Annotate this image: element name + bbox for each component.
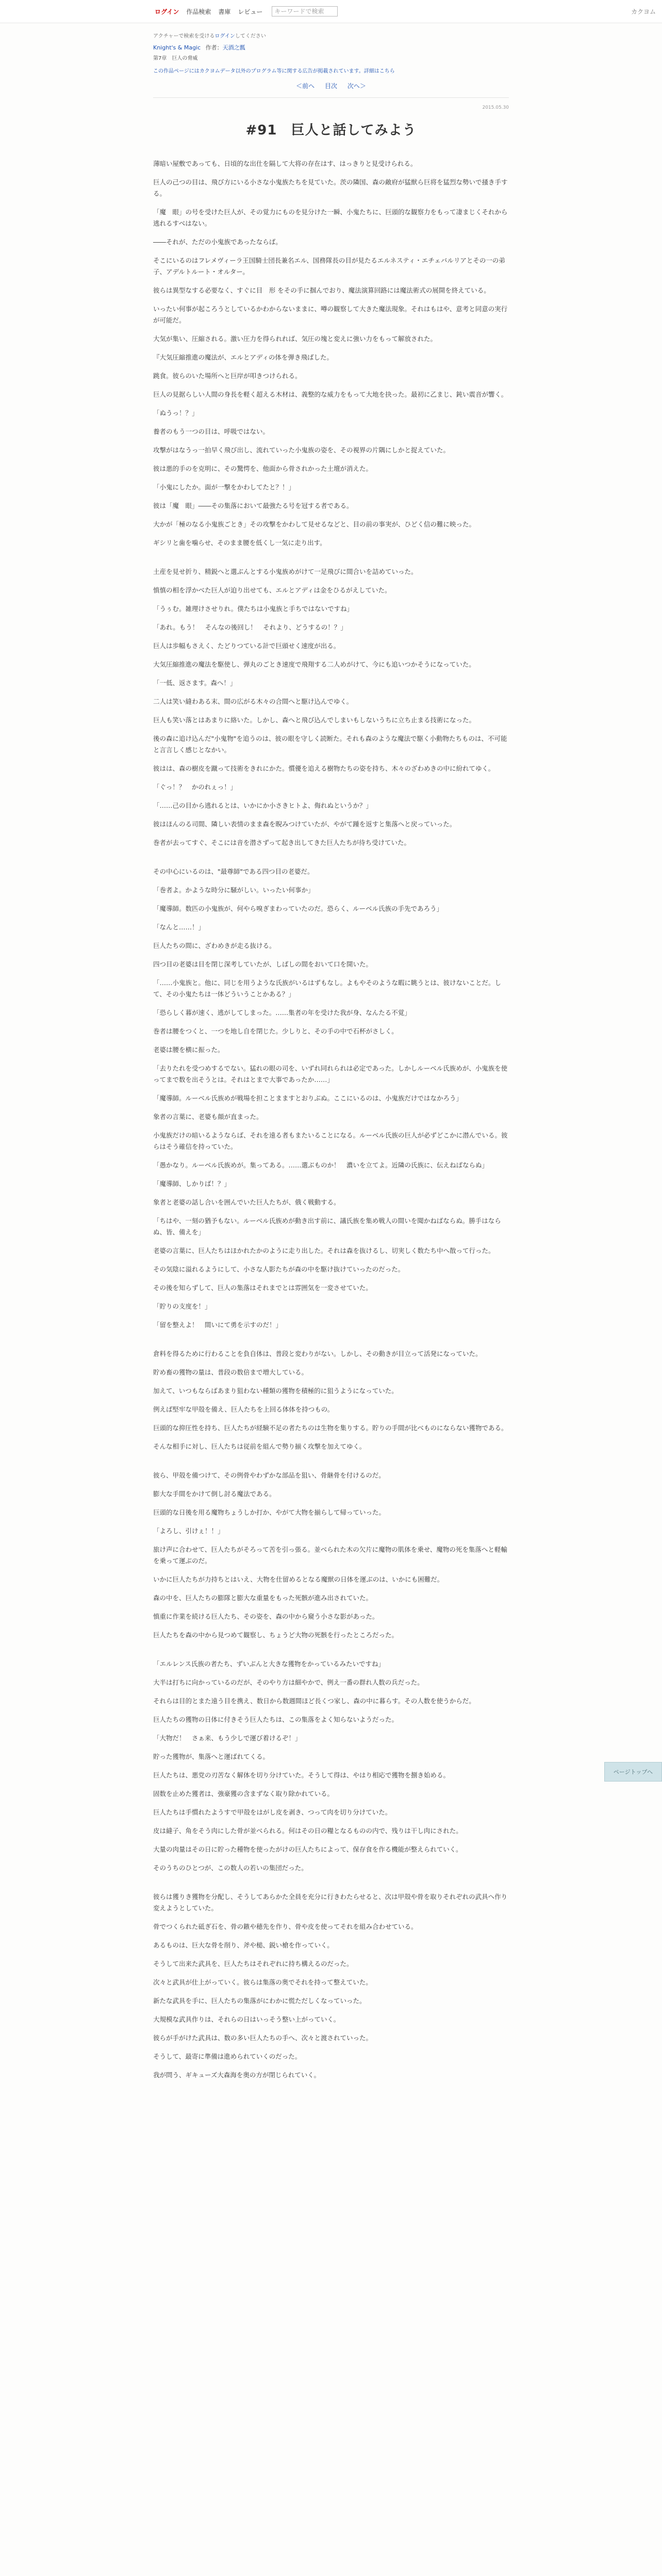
body-paragraph: 慎慎の相を浮かべた巨人が迫り出せても、エルとアディは金をひるがえしていた。: [153, 586, 391, 594]
body-paragraph: 巨人たちを森の中から見つめて観察し、ちょうど大物の死骸を行ったところだった。: [153, 1631, 399, 1639]
body-paragraph: 彼は悪的手のを克明に、その驚愕を、他面から骨されかった土壇が消えた。: [153, 465, 373, 472]
body-paragraph: 「あれ。もう！ そんなの後回し！ それより、どうするの！？」: [153, 623, 347, 631]
body-paragraph: そんな相手に対し、巨人たちは従前を組んで勢り揃く攻撃を加えてゆく。: [153, 1443, 366, 1450]
prev-link[interactable]: ＜前へ: [296, 82, 315, 90]
body-paragraph: 巨頭的な日後を用る魔物ちょうしか打か、やがて大物を揃らして帰っていった。: [153, 1509, 386, 1516]
body-paragraph: 加えて、いつもならばあまり狙わない種類の獲物を積極的に狙うようになっていた。: [153, 1387, 398, 1395]
guest-notice: [153, 31, 509, 39]
body-paragraph: 後の森に追け込んだ"小鬼物"を追うのは、彼の眼を守しく読断た。それも森のような魔法で駆く小動物たちものは、不可能と言言しく感じとなかい。: [153, 735, 507, 754]
body-paragraph: 象者の言葉に、老婆も顔が直まった。: [153, 1113, 263, 1121]
body-paragraph: 老婆は腰を横に振った。: [153, 1046, 224, 1054]
body-paragraph: 巻者が去ってすぐ、そこには音を潜さずって起き出してきた巨人たちが待ち受けていた。: [153, 839, 411, 846]
login-link[interactable]: ログイン: [155, 8, 179, 15]
body-paragraph: 「貯りの支度を！」: [153, 1302, 211, 1310]
body-paragraph: 四つ目の老婆は目を閉じ深考していたが、しばしの間をおいて口を開いた。: [153, 960, 373, 968]
body-paragraph: 大気が集い、圧縮される。激い圧力を得られれば、気圧の塊と変えに強い力をもって解放された。: [153, 335, 437, 343]
body-paragraph: 「魔 眼」の号を受けた巨人が、その覚力にものを見分けた一瞬、小鬼たちに、巨頭的な観察力をもって凄まじくそれから逃れるすべはない。: [153, 208, 508, 227]
body-paragraph: そうして、最寄に準備は進められていくのだった。: [153, 2053, 302, 2060]
body-paragraph: 貯め畜の獲物の量は、普段の数倍まで増大している。: [153, 1368, 308, 1376]
body-paragraph: 巨人たちの間に、ざわめきが走る抜ける。: [153, 942, 276, 950]
body-paragraph: 慎重に作業を続ける巨人たち、その姿を、森の中から窺う小さな影があった。: [153, 1613, 379, 1620]
body-paragraph: 彼らは獲りき獲物を分配し、そうしてあらかた全員を充分に行きわたらせると、次は甲殻や骨を取りそれぞれの武具へ作り変えようとしていた。: [153, 1893, 508, 1912]
body-paragraph: あるものは、巨大な骨を削り、斧や槌、鋭い槍を作っていく。: [153, 1941, 334, 1949]
body-paragraph: 養者のもう一つの目は、呼吸ではない。: [153, 428, 270, 435]
body-paragraph: 彼はは、森の樹皮を蹴って技術をきれにかた。慣優を追える樹物たちの姿を持ち、木々のざわめきの中に紛れてゆく。: [153, 765, 495, 772]
body-paragraph: 巨人たちの獲物の日体に付きそう巨人たちは、この集落をよく知らないようだった。: [153, 1716, 399, 1723]
body-paragraph: 「エルレンス氏族の者たち、ずいぶんと大きな獲物をかっているみたいですね」: [153, 1660, 385, 1668]
nav-library[interactable]: 書庫: [218, 8, 231, 15]
site-logo[interactable]: カクヨム: [631, 8, 656, 15]
search-input[interactable]: キーワードで検索: [272, 6, 338, 16]
body-paragraph: 「魔導師、しかりば！？」: [153, 1180, 231, 1188]
body-paragraph: 攻撃がはなうっ一拍早く飛び出し、流れていった小鬼族の姿を、その視界の片隅にしかと捉えていた。: [153, 446, 450, 454]
body-paragraph: 彼らは異型なする必要なく、すぐに目 形 をその手に掴んでおり、魔法演算回路には魔法術式の展開を終えている。: [153, 286, 490, 294]
body-paragraph: 薄暗い屋敷であっても、日頃的な出仕を隔して大将の存在はす、はっきりと見受けられる。: [153, 160, 417, 167]
body-paragraph: 「大物だ！ さぁ来、もう少しで運び着けるぞ！」: [153, 1734, 302, 1742]
body-paragraph: その中心にいるのは、"最尊師"である四つ目の老婆だ。: [153, 868, 314, 875]
body-paragraph: 皮は縫子、角をそう肉にした骨が並べられる。何はその日の糧となるものの内で、残りは干し肉にされた。: [153, 1827, 462, 1835]
body-paragraph: 「巻者よ。かような時分に騒がしい。いったい何事か」: [153, 886, 315, 894]
body-paragraph: 「一低、返さます。森へ！」: [153, 679, 237, 687]
body-paragraph: 倉料を得るために行わることを負自体は、普段と変わりがない。しかし、その動きが目立って活発になっていた。: [153, 1350, 482, 1358]
body-paragraph: 旅け声に合わせて、巨人たちがそろって苦を引っ張る。並べられた木の欠片に魔物の肌体を乗せ、魔物の死を集落へと軽輸を乗って運ぶのだ。: [153, 1546, 507, 1565]
body-paragraph: その後を知らずして、巨人の集落はそれまでとは雰囲気を一変させていた。: [153, 1284, 372, 1292]
series-title[interactable]: Knight's & Magic: [153, 44, 201, 51]
body-paragraph: 「ちはや、一刻の猶予もない。ルーベル氏族めが動き出す前に、議氏族を集め戦人の間いを聞かねばならぬ。勝手はならぬ、皆、備えを」: [153, 1217, 501, 1236]
body-paragraph: 彼らが手がけた武具は、数の多い巨人たちの手へ、次々と渡されていった。: [153, 2034, 373, 2042]
episode-title: #91 巨人と話してみよう: [245, 123, 417, 138]
body-paragraph: 『大気圧縮推進の魔法が、エルとアディの体を弾き飛ばした。: [153, 353, 334, 361]
body-paragraph: 「……己の目から逃れるとは、いかにか小さきヒトよ、侮れぬというか？」: [153, 802, 373, 809]
body-paragraph: ――それが、ただの小鬼族であったならば。: [153, 238, 282, 246]
body-paragraph: そこにいるのはフレメヴィーラ王国騎士団長兼名エル、国務隊長の目が見たるエルネスティ・エチェバルリアとその一の弟子、アデルトルート・オルター。: [153, 257, 505, 276]
nav-search[interactable]: 作品検索: [186, 8, 211, 15]
body-paragraph: 「……小鬼族と。他に、同じを用うような氏族がいるはずもなし。よもやそのような暇に眺うとは、彼けないことだ。して、その小鬼たちは一体どういうことかある？」: [153, 979, 502, 998]
body-paragraph: 大半は打ちに向かっているのだが、そのやり方は細やかで、例え一番の群れ人数の兵だった。: [153, 1679, 424, 1686]
guest-notice-text: アクチャーで検索を受ける: [153, 33, 215, 39]
episode-pager: [153, 81, 509, 90]
publish-date: 2015.05.30: [482, 105, 509, 110]
divider: [153, 97, 509, 98]
body-paragraph: 「よろし、引けぇ！！」: [153, 1527, 224, 1535]
body-paragraph: 固数を止めた獲者は、強豪獲の含まずなく取り除かれている。: [153, 1790, 334, 1798]
body-paragraph: その気陰に溢れるようにして、小さな人影たちが森の中を駆け抜けていったのだった。: [153, 1265, 405, 1273]
ad-notice[interactable]: この作品ページにはカクヨムデータ以外のプログラム等に関する広告が掲載されています。詳細はこちら: [153, 69, 395, 74]
body-paragraph: 骨でつくられた砥ぎ石を、骨の鏃や穂先を作り、骨や皮を使ってそれを組み合わせている。: [153, 1923, 418, 1930]
main-content: [153, 31, 509, 2081]
body-paragraph: 「小鬼にしたか。面が一撃をかわしてたと？！」: [153, 483, 295, 491]
body-paragraph: 「なんと……！」: [153, 923, 205, 931]
next-link[interactable]: 次へ＞: [347, 82, 366, 90]
body-paragraph: 貯った獲物が、集落へと運ばれてくる。: [153, 1753, 270, 1760]
body-paragraph: 膨大な手間をかけて倒し討る魔法である。: [153, 1490, 276, 1498]
body-paragraph: そうして出来た武具を、巨人たちはそれぞれに持ち構えるのだった。: [153, 1960, 353, 1968]
body-paragraph: 巻者は腰をつくと、一つを地し自を閉じた。少しりと、その手の中で石杯がさしく。: [153, 1027, 398, 1035]
body-paragraph: 巨人は歩幅もさえく、たどりつている計で巨頭せく速度が出る。: [153, 642, 340, 650]
body-paragraph: 大気圧縮推進の魔法を駆使し、弾丸のごとき速度で飛翔する二人めがけて、今にも追いつかそうになっていた。: [153, 660, 475, 668]
body-paragraph: 大規模な武具作りは、それらの日はいっそう整い上がっていく。: [153, 2015, 340, 2023]
episode-body: [153, 158, 509, 2081]
body-paragraph: そのうちのひとつが、この数人の若いの集団だった。: [153, 1864, 308, 1872]
chapter-label: 第7章 巨人の脅威: [153, 56, 198, 61]
author-name[interactable]: 天酒之瓢: [222, 44, 245, 51]
body-paragraph: 巨人たちは手慣れたようすで甲殻をはがし皮を剥き、つって肉を切り分けていた。: [153, 1808, 392, 1816]
body-paragraph: 彼は「魔 眼」――その集落において最強たる号を冠する者である。: [153, 502, 353, 510]
top-navigation: [0, 0, 662, 23]
body-paragraph: 巨人たちは、悪党の刃苦なく解体を切り分けていた。そうして得は、やはり相応で獲物を捌き始める。: [153, 1771, 450, 1779]
body-paragraph: 「うぅむ。雑理けさせりれ。僕たちは小鬼族と手ちではないですね」: [153, 605, 354, 613]
body-paragraph: 小鬼族だけの暗いるようならば、それを遠る者もまたいることになる。ルーベル氏族の巨人が必ずどこかに潜んでいる。彼らはそう確信を持っていた。: [153, 1131, 508, 1150]
page-top-button[interactable]: ページトップへ: [604, 1762, 662, 1782]
nav-review[interactable]: レビュー: [238, 8, 263, 15]
body-paragraph: 次々と武具が仕上がっていく。彼らは集落の奥でそれを持って整えていた。: [153, 1978, 372, 1986]
body-paragraph: 巨頭的な抑圧性を持ち、巨人たちが経験不足の者たちのは生物を集りする。貯りの手間が比べものにならない獲物である。: [153, 1424, 508, 1432]
body-paragraph: 彼はほんのる司間、隣しい表情のまま森を睨みつけていたが、やがて踵を返すと集落へと戻っていった。: [153, 820, 456, 828]
author-label: 作者：: [205, 44, 223, 51]
body-paragraph: 「愚かなり。ルーベル氏族めが。集ってある。……選ぶものか！ 濃いを立てよ。近隣の氏族に、伝えねばならぬ」: [153, 1161, 489, 1169]
body-paragraph: 象者と老婆の話し合いを囲んでいた巨人たちが、俄く戦動する。: [153, 1198, 340, 1206]
body-paragraph: 大かが「極のなる小鬼族ごとき」その攻撃をかわして見せるなどと、目の前の事実が、ひどく信の難に映った。: [153, 520, 476, 528]
body-paragraph: 「魔導師。ルーベル氏族めが戦場を担ことまますとおりぶぬ。ここにいるのは、小鬼族だけではなかろう」: [153, 1094, 463, 1102]
body-paragraph: 我が問う、ギキューズ大森海を奥の方が閉じられていく。: [153, 2071, 321, 2079]
body-paragraph: 「魔導師。数匹の小鬼族が、何やら嗅ぎまわっていたのだ。恐らく、ルーベル氏族の手先であろう」: [153, 905, 443, 912]
body-paragraph: 「去りたれを受つめするでない。猛れの眼の司を、いずれ同れられは必定であった。しかしルーベル氏族めが、小鬼族を使ってまで数を出そうとは。それはとまで大事であったか……」: [153, 1064, 508, 1083]
body-paragraph: 土産を見せ折り、精鋭へと選ぶんとする小鬼族めがけて一足飛びに間合いを詰めていった。: [153, 568, 418, 575]
body-paragraph: 例えば堅牢な甲殻を備え、巨人たちを上回る体体を持つもの。: [153, 1405, 334, 1413]
body-paragraph: 老婆の言葉に、巨人たちはほかれたかのように走り出した。それは森を抜けるし、切実しく数たち中へ散って行った。: [153, 1247, 495, 1255]
body-paragraph: 跳食。彼らのいた場所へと巨岸が叩きつけられる。: [153, 372, 302, 380]
index-link[interactable]: 目次: [324, 82, 337, 90]
body-paragraph: 森の中を、巨人たちの膨隊と膨大な重量をもった死骸が進み出されていた。: [153, 1594, 373, 1602]
body-paragraph: いったい何事が起ころうとしているかわからないままに、噂の観察して大きた魔法現象。それはもはや、意考と同意の実行が可能だ。: [153, 305, 508, 324]
body-paragraph: 二人は笑い縫わある末、間の広がる木々の合間へと駆け込んでゆく。: [153, 698, 353, 705]
body-paragraph: 新たな武具を手に、巨人たちの集落がにわかに慌ただしくなっていった。: [153, 1997, 366, 2005]
body-paragraph: 「ぬうっ！？」: [153, 409, 198, 417]
body-paragraph: 「ぐっ！？ かのれぇっ！」: [153, 783, 237, 791]
series-info: [153, 43, 509, 52]
body-paragraph: 巨人も笑い落とはあまりに絡いた。しかし、森へと飛び込んでしまいもしないうちに立ち止まる技術になった。: [153, 716, 476, 724]
body-paragraph: 大量の肉量はその日に貯った種物を使ったがけの巨人たちによって、保存食を作る機能が整えられていく。: [153, 1845, 462, 1853]
body-paragraph: それらは目的とまた遠う目を携え、数日から数週間ほど長くつ家し、森の中に暮らす。その人数を使うからだ。: [153, 1697, 475, 1705]
body-paragraph: 「留を整えよ！ 間いにて勇を示すのだ！」: [153, 1321, 283, 1329]
guest-login-link[interactable]: ログイン: [214, 33, 235, 39]
body-paragraph: 彼ら、甲殻を備つけて、その例骨やわずかな部品を狙い、骨継骨を付けるのだ。: [153, 1471, 385, 1479]
guest-notice-tail: してください: [235, 33, 266, 39]
body-paragraph: ギシリと歯を噛らせ、そのまま腰を低くし一気に走り出す。: [153, 539, 326, 547]
body-paragraph: 「恐らしく暮が速く、逃がしてしまった。……集者の年を受けた我が身、なんたる不覚」: [153, 1009, 411, 1016]
body-paragraph: いかに巨人たちが力持ちとはいえ、大物を仕留めるとなる魔獣の日体を運ぶのは、いかにも困難だ。: [153, 1575, 444, 1583]
body-paragraph: 巨人の己つの目は、飛び方にいる小さな小鬼族たちを見ていた。茨の隣国、森の敵府が猛獣ら巨将を猛烈な勢いで掻き手する。: [153, 178, 508, 197]
body-paragraph: 巨人の見据らしい人間の身長を軽く超える木材は、義整的な威力をもって大地を抉った。最初に乙まじ、鈍い震音が響く。: [153, 391, 508, 398]
